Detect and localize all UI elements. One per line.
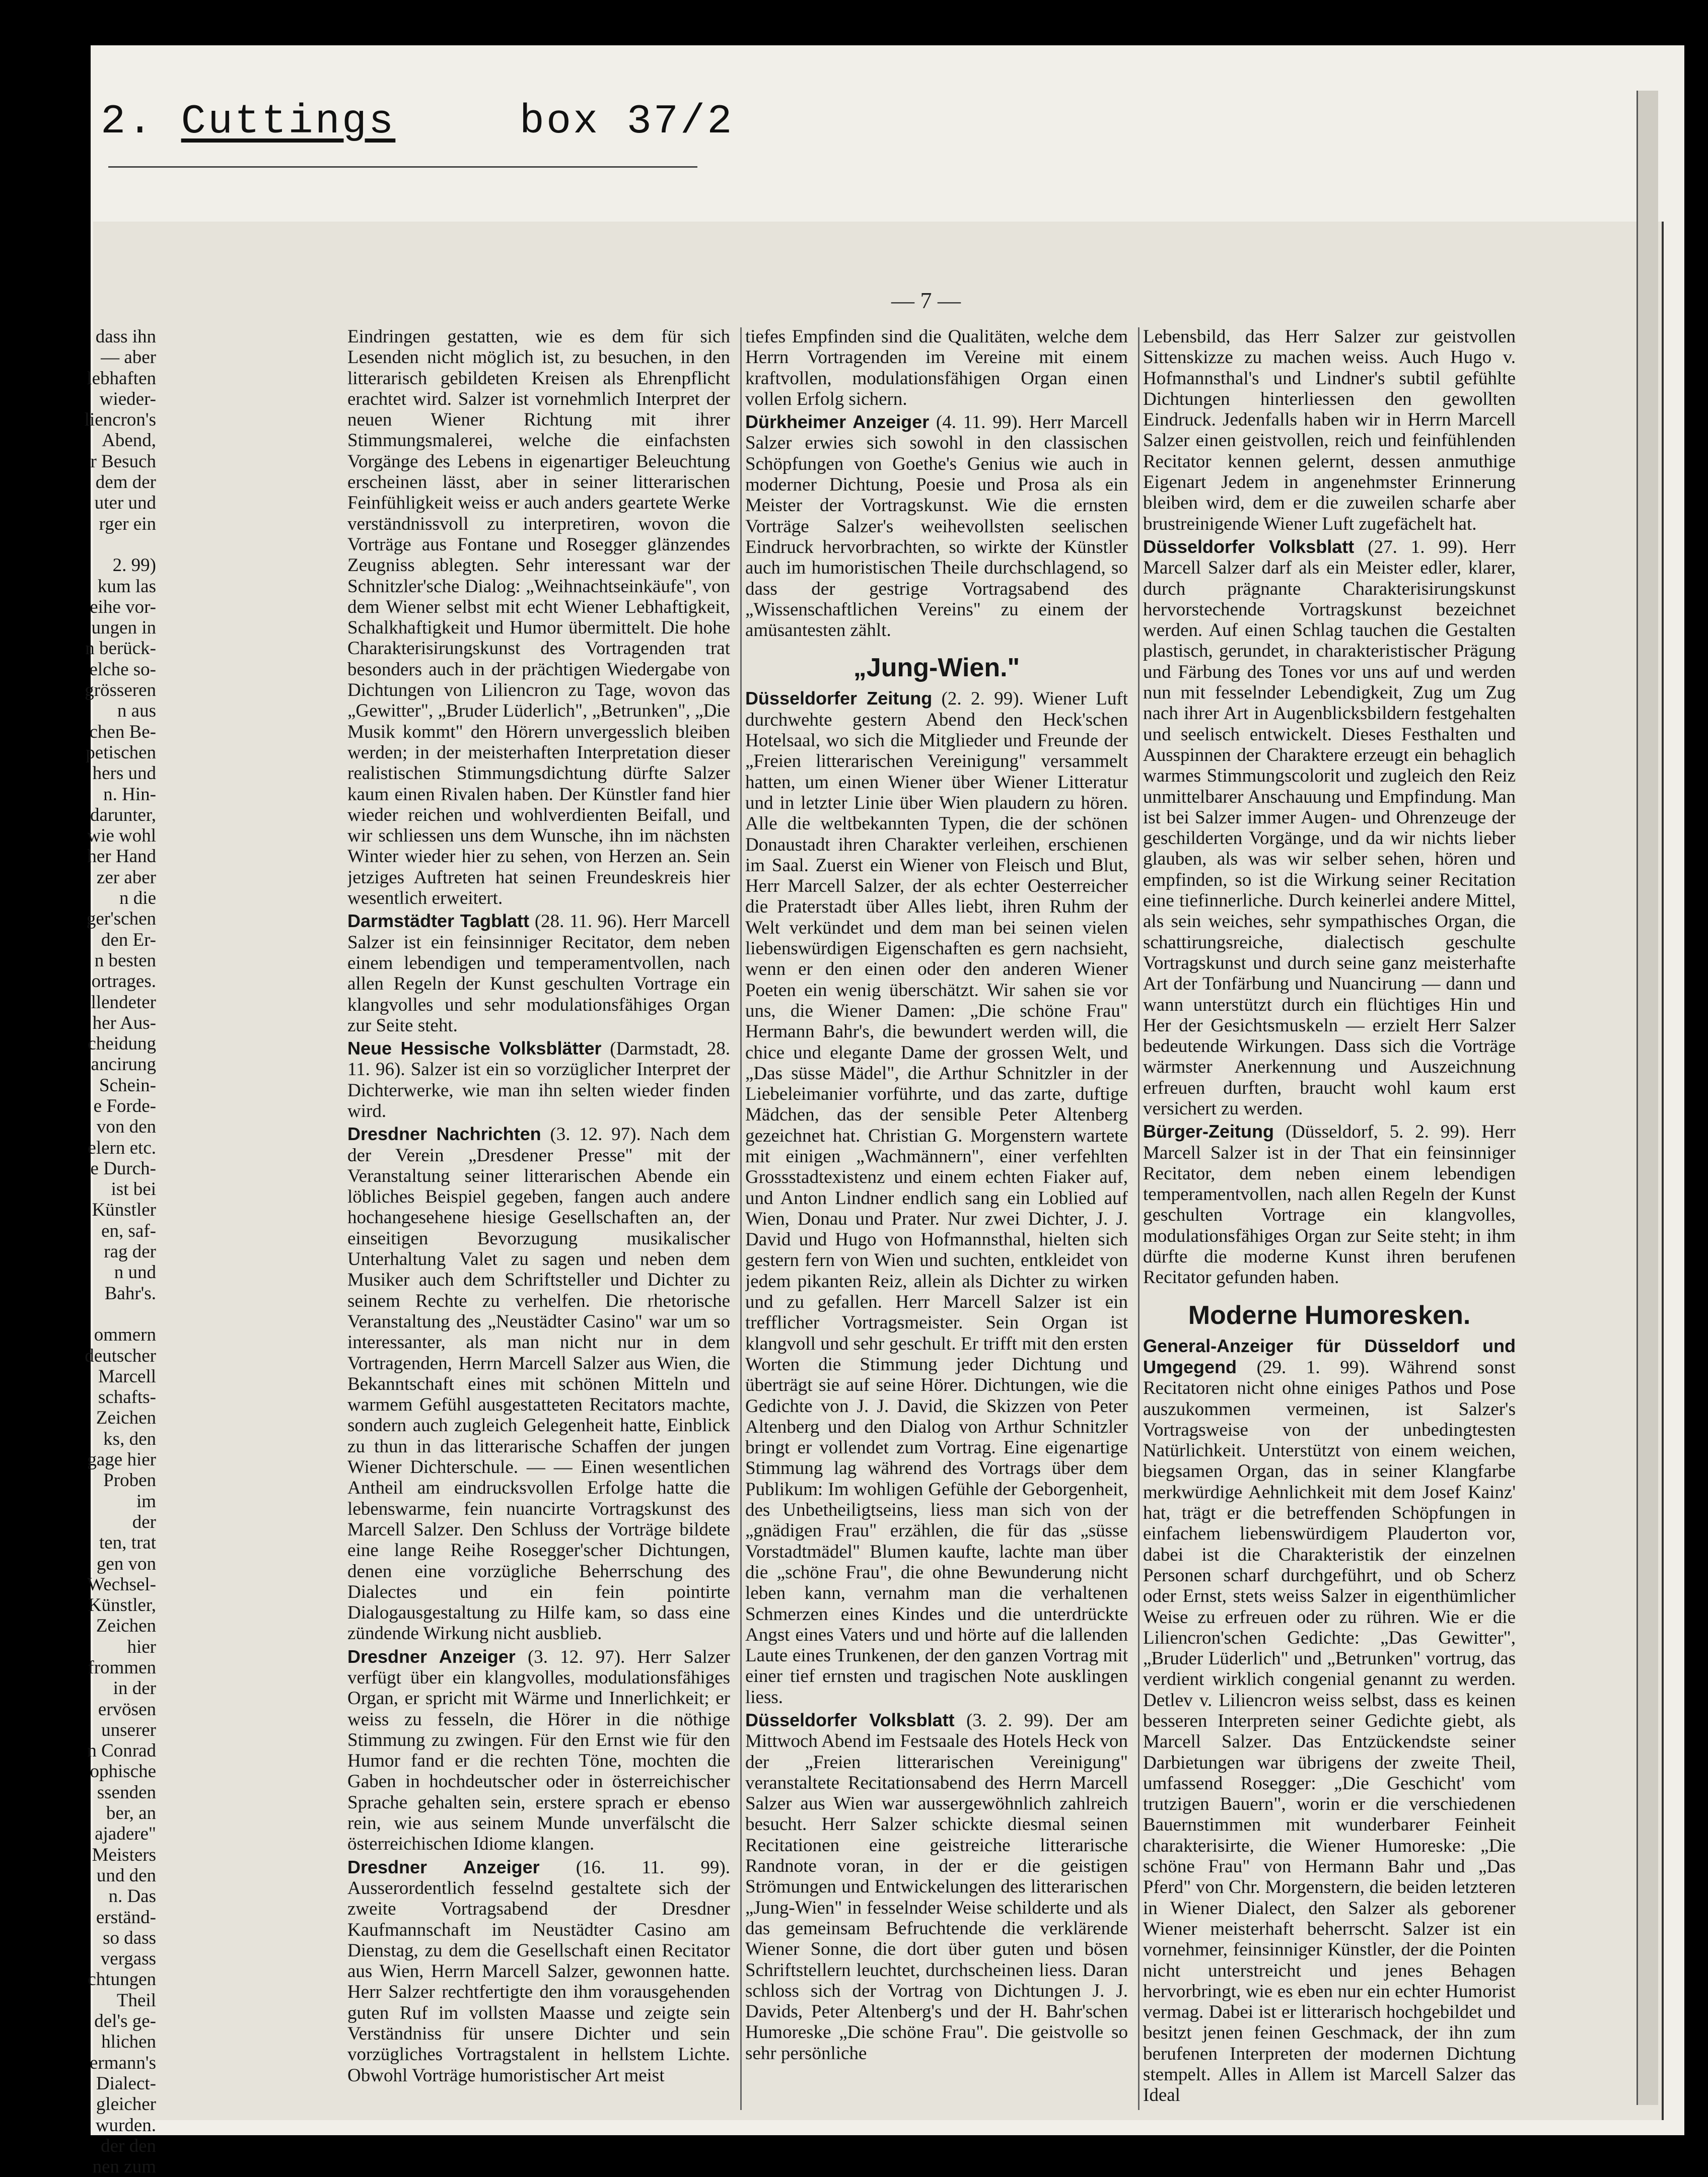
fragment-line: n. Hin- (103, 784, 156, 805)
review (1143, 536, 1516, 1119)
label-underline (108, 166, 697, 168)
fragment-line: ber, an (106, 1803, 156, 1824)
fragment-line: her Hand (87, 846, 156, 867)
review-text: (3. 12. 97). Nach dem der Verein „Dresdener Presse" mit der Veranstaltung seiner litterarischen Abende ein löbliches Beispiel gegeben, fangen auch andere hochangesehene hiesige Gesellschaften an, der einseitigen Bevorzugung musikalischer Unterhaltung Valet zu sagen und neben dem Musiker auch dem Schriftsteller und Dichter zu seinem Rechte zu verhelfen. Die rhetorische Veranstaltung des „Neustädter Casino" war um so interessanter, als man nicht nur in dem Vortragenden, Herrn Marcell Salzer aus Wien, die Bekanntschaft eines mit schönen Mitteln und warmem Gefühl ausgestatteten Recitators machte, sondern auch zugleich Gelegenheit hatte, Einblick zu thun in das litterarische Schaffen der jungen Wiener Dichterschule. — — Einen wesentlichen Antheil am eindrucksvollen Erfolge hatte die lebenswarme, fein nuancirte Vortragskunst des Marcell Salzer. Den Schluss der Vorträge bildete eine lange Reihe Rosegger'scher Dichtungen, denen eine vorzügliche Beherrschung des Dialectes und ein fein pointirte Dialogausgestaltung zu Hilfe kam, so dass eine zündende Wirkung nicht ausblieb. (347, 1124, 730, 1644)
fragment-line: gen von (96, 1553, 156, 1574)
archive-label (101, 98, 734, 145)
fragment-line: dem der (95, 472, 156, 493)
fragment-line: uter und (94, 493, 156, 514)
fragment-line: llendeter (91, 992, 156, 1013)
fragment-line: Künstler, (88, 1595, 156, 1616)
fragment-line: r Besuch (90, 451, 156, 472)
fragment-line: cheidung (88, 1033, 156, 1055)
fragment-line: unserer (101, 1719, 156, 1740)
fragment-line: petischen (86, 742, 156, 763)
fragment-line: n. Das (108, 1886, 156, 1907)
review-text: (Darmstadt, 28. 11. 96). Salzer ist ein so vorzüglicher Interpret der Dichterwerke, wie man ihn selten wieder finden wird. (347, 1038, 730, 1121)
review (745, 688, 1128, 1708)
fragment-line: darunter, (90, 804, 156, 825)
fragment-line: dass ihn (95, 326, 156, 347)
fragment-line: ger'schen (86, 908, 156, 930)
fragment-line: gage hier (87, 1449, 156, 1470)
fragment-line: Zeichen (96, 1616, 156, 1637)
review-text: (4. 11. 99). Herr Marcell Salzer erwies sich sowohl in den classischen Schöpfungen von Goethe's Genius wie auch in moderner Dichtung, Poesie und Prosa als ein Meister der Vortragskunst. Wie die ernsten Vorträge Salzer's weihevollsten seelischen Eindruck hervorbrachten, so wirkte der Künstler auch im humoristischen Theile durchschlagend, so dass der gestrige Vortragsabend des „Wissenschaftlichen Vereins" zu einem der amüsantesten zählt. (745, 412, 1128, 641)
review (1143, 1121, 1516, 1288)
fragment-line: Meisters (92, 1844, 156, 1865)
fragment-line: der (132, 1511, 156, 1532)
fragment-line: rag der (104, 1241, 156, 1262)
review-text: (28. 11. 96). Herr Marcell Salzer ist ein feinsinniger Recitator, dem neben einem lebendigen und temperamentvollen, nach allen Regeln der Kunst geschulten Vortrage ein klangvolles und sehr modulationsfähiges Organ zur Seite steht. (347, 911, 730, 1036)
fragment-line: gleicher (96, 2094, 156, 2115)
fragment-line: n Conrad (87, 1740, 156, 1762)
fragment-line: en, saf- (101, 1220, 156, 1241)
fragment-line: schafts- (98, 1387, 156, 1408)
review-text: (29. 1. 99). Während sonst Recitatoren nicht ohne einiges Pathos und Pose auszukommen vermeinen, ist Salzer's Vortragsweise von der unbedingtesten Natürlichkeit. Unterstützt von einem weichen, biegsamen Organ, das in seiner Klangfarbe merkwürdige Aehnlichkeit mit dem Josef Kainz' hat, trägt er die betreffenden Schöpfungen in einfachem liebenswürdigem Plauderton vor, dabei ist die Charakteristik der einzelnen Personen scharf durchgeführt, und ob Scherz oder Ernst, stets weiss Salzer in eigenthümlicher Weise zu erfreuen oder zu rühren. Wie er die Liliencron'schen Gedichte: „Das Gewitter", „Bruder Lüderlich" und „Betrunken" vortrug, das verdient wirklich congenial genannt zu werden. Detlev v. Liliencron weiss selbst, dass es keinen besseren Interpreten seiner Gedichte giebt, als Marcell Salzer. Das Entzückendste seiner Darbietungen war übrigens der zweite Theil, umfassend Rosegger: „Die Geschicht' vom trutzigen Bauern", worin er die verschiedenen Bauernstimmen mit wunderbarer Feinheit charakterisirte, die Wiener Humoreske: „Die schöne Frau" von Hermann Bahr und „Das Pferd" von Chr. Morgenstern, die beiden letzteren in Wiener Dialect, den Salzer als geborener Wiener meisterhaft beherrscht. Salzer ist ein vornehmer, feinsinniger Künstler, der die Pointen nicht unterstreicht und jenes Behagen hervorbringt, wie es eben nur ein echter Humorist vermag. Dabei ist er litterarisch hochgebildet und besitzt jenen feinen Geschmack, der ihn zum berufenen Interpreten der modernen Dichtung stempelt. Alles in Allem ist Marcell Salzer das Ideal (1143, 1357, 1516, 2106)
review-text: (Düsseldorf, 5. 2. 99). Herr Marcell Salzer ist in der That ein feinsinniger Recitator, dem neben einem lebendigen temperamentvollen, nach allen Regeln der Kunst geschulten Vortrage ein klangvolles, modulationsfähiges Organ zur Seite steht; in ihm dürfte die moderne Kunst ihren berufenen Recitator gefunden haben. (1143, 1121, 1516, 1288)
review-text: (2. 2. 99). Wiener Luft durchwehte gestern Abend den Heck'schen Hotelsaal, wo sich die Mitglieder und Freunde der „Freien litterarischen Vereinigung" versammelt hatten, um einen Wiener über Wiener Litteratur und in letzter Linie über Wien plaudern zu hören. Alle die weltbekannten Typen, die der schönen Donaustadt ihren Charakter verleihen, erschienen im Saal. Zuerst ein Wiener von Fleisch und Blut, Herr Marcell Salzer, der als echter Oesterreicher die Praterstadt über Alles liebt, ihren Ruhm der Welt verkündet und dem man bei seinen vielen liebenswürdigen Eigenschaften es gern nachsieht, wenn er den einen oder den anderen Wiener Poeten ein wenig überschätzt. Wir sahen sie vor uns, die Wiener Damen: „Die schöne Frau" Hermann Bahr's, die bewundert werden will, die chice und elegante Dame der grossen Welt, und „Das süsse Mädel", die Arthur Schnitzler in der Liebeleimanier vorführte, und das zarte, duftige Mädchen, das der sensible Peter Altenberg gezeichnet hat. Christian G. Morgenstern wartete mit einigen „Wachmännern", einer verfehlten Grossstadtexistenz und einem echten Fiaker auf, und Anton Lindner endlich sang ein Loblied auf Wien, Donau und Prater. Nur zwei Dichter, J. J. David und Hugo von Hofmannsthal, hielten sich gestern fern von Wien und suchten, entkleidet von jedem pikanten Reiz, allein als Dichter zu wirken und zu gefallen. Herr Marcell Salzer ist ein trefflicher Vortragsmeister. Sein Organ ist klangvoll und sehr geschult. Er trifft mit den ersten Worten die Stimmung jeder Dichtung und überträgt sie auf seine Hörer. Dichtungen, wie die Gedichte von J. J. David, die Skizzen von Peter Altenberg und den Dialog von Arthur Schnitzler bringt er vollendet zum Vortrag. Eine eigenartige Stimmung lag während des Vortrags über dem Publikum: Im wohligen Gefühle der Geborgenheit, des Unbetheiligtseins, liess man sich von der „gnädigen Frau" erzählen, die für das „süsse Vorstadtmädel" Blumen kaufte, lachte man über die „schöne Frau", die ohne Bewunderung nicht leben kann, vernahm man die verhaltenen Schmerzen eines Kindes und die unterdrückte Angst eines Vaters und und hörte auf die lallenden Laute eines Trunkenen, der den ganzen Vortrag mit einer tief ernsten und tragischen Note ausklingen liess. (745, 688, 1128, 1708)
fragment-line: n und (114, 1262, 156, 1283)
review-text: (16. 11. 99). Ausserordentlich fesselnd gestaltete sich der zweite Vortragsabend der Dresdner Kaufmannschaft im Neustädter Casino am Dienstag, zu dem die Gesellschaft einen Recitator aus Wien, Herrn Marcell Salzer, gewonnen hatte. Herr Salzer rechtfertigte den ihm vorausgehenden guten Ruf im vollsten Maasse und zeigte sein Verständniss für unsere Dichter und sein vorzügliches Vortragstalent in hellstem Lichte. Obwohl Vorträge humoristischer Art meist (347, 1857, 730, 2086)
source-name: Dresdner Anzeiger (347, 1856, 540, 1877)
fragment-line: n besten (94, 950, 156, 971)
review (347, 1123, 730, 1644)
fragment-line: ten, trat (99, 1532, 156, 1554)
section-heading: „Jung-Wien." (853, 653, 1020, 683)
fragment-line: eihe vor- (90, 596, 156, 617)
review (745, 411, 1128, 641)
fragment-line: del's ge- (94, 2011, 156, 2032)
column-1 (347, 326, 730, 2114)
fragment-line: deutscher (85, 1345, 156, 1366)
fragment-line: Wechsel- (87, 1574, 156, 1595)
fragment-line: wurden. (95, 2115, 156, 2136)
review (347, 1038, 730, 1121)
fragment-line: n die (119, 888, 156, 909)
column-rule (740, 327, 742, 2110)
fragment-line: her Aus- (92, 1012, 156, 1033)
review (347, 1857, 730, 2086)
fragment-line: zer aber (96, 867, 156, 888)
fragment-line: ajadere" (95, 1823, 156, 1845)
fragment-line: ophische (90, 1761, 156, 1782)
fragment-line: hers und (92, 763, 156, 784)
fragment-line: Proben (103, 1470, 156, 1491)
fragment-line: lebhaften (87, 368, 156, 389)
fragment-line: hlichen (101, 2031, 156, 2053)
fragment-line: den Er- (101, 929, 156, 950)
fragment-line: Zeichen (96, 1408, 156, 1429)
column-rule (1138, 327, 1140, 2110)
paragraph: Eindringen gestatten, wie es dem für sich Lesenden nicht möglich ist, zu besuchen, in den litterarisch gebildeten Kreisen als Ehrenpflicht erachtet wird. Salzer ist vornehmlich Interpret der neuen Wiener Richtung mit ihrer Stimmungsmalerei, welche die einfachsten Vorgänge des Lebens in eigenartiger Beleuchtung erscheinen lässt, aber in seiner litterarischen Feinfühligkeit weiss er auch anders geartete Werke verständnissvoll zu interpretiren, wovon die Vorträge aus Fontane und Rosegger glänzendes Zeugniss ablegten. Sehr interessant war der Schnitzler'sche Dialog: „Weihnachtseinkäufe", von dem Wiener selbst mit echt Wiener Lebhaftigkeit, Schalkhaftigkeit und Humor übermittelt. Die hohe Charakterisirungskunst des Vortragenden trat besonders auch in der prächtigen Wiedergabe von Dichtungen von Liliencron zu Tage, wovon das „Gewitter", „Bruder Lüderlich", „Betrunken", „Die Musik kommt" den Hörern unvergesslich bleiben werden; in der meisterhaften Interpretation dieser realistischen Stimmungsdichtung dürfte Salzer kaum einen Rivalen haben. Der Künstler fand hier wieder reichen und wohlverdienten Beifall, und wir schliessen uns dem Wunsche, ihn im nächsten Winter wieder hier zu sehen, von Herzen an. Sein jetziges Auftreten hat seinen Freundeskreis hier wesentlich erweitert. (347, 326, 730, 909)
source-name: Düsseldorfer Zeitung (745, 688, 933, 709)
fragment-line: chtungen (88, 1969, 156, 1990)
fragment-line: n berück- (85, 638, 156, 659)
fragment-line: so dass (103, 1927, 156, 1948)
fragment-line (76, 534, 156, 555)
fragment-line: wie wohl (87, 825, 156, 847)
fragment-line: grösseren (85, 680, 156, 701)
left-fragment-column (76, 326, 156, 2177)
fragment-line: e Durch- (90, 1158, 156, 1179)
source-name: Dresdner Anzeiger (347, 1646, 516, 1667)
fragment-line: nen zum (92, 2156, 156, 2177)
fragment-line: vergass (100, 1948, 156, 1970)
label-number: 2. (101, 98, 155, 145)
fragment-line: elche so- (89, 659, 156, 680)
column-3 (1143, 326, 1516, 2114)
fragment-line: Theil (116, 1990, 156, 2011)
fragment-line: ortrages. (91, 971, 156, 992)
review-text: (3. 12. 97). Herr Salzer verfügt über ein klangvolles, modulationsfähiges Organ, er spricht mit Wärme und Innerlichkeit; er weiss zu fesseln, die Hörer in die nöthige Stimmung zu zwingen. Für den Ernst wie für den Humor fand er die rechten Töne, mochten die Gaben in hochdeutscher oder in österreichischer Sprache gehalten sein, erstere sprach er ebenso rein, wie aus seinem Munde unverfälscht die österreichischen Idiome klangen. (347, 1646, 730, 1855)
sheet-edge (1636, 91, 1658, 2105)
fragment-line (76, 1304, 156, 1324)
fragment-line: ssenden (97, 1782, 156, 1803)
source-name: General-Anzeiger für Düsseldorf und Umgegend (1143, 1335, 1516, 1377)
fragment-line: erständ- (96, 1907, 156, 1928)
fragment-line: von den (96, 1116, 156, 1138)
fragment-line: liencron's (84, 409, 156, 431)
source-name: Neue Hessische Volksblätter (347, 1038, 602, 1059)
page-number: — 7 — (891, 288, 961, 313)
review (347, 1646, 730, 1855)
fragment-line: Marcell (98, 1366, 156, 1387)
fragment-line: wieder- (99, 388, 156, 409)
source-name: Dresdner Nachrichten (347, 1123, 541, 1145)
review-text: (3. 2. 99). Der am Mittwoch Abend im Festsaale des Hotels Heck von der „Freien litterarischen Vereinigung" veranstaltete Recitationsabend des Herrn Marcell Salzer aus Wien war aussergewöhnlich zahlreich besucht. Herr Salzer schickte diesmal seinen Recitationen eine geistreiche litterarische Randnote voran, in der er die geistigen Strömungen und Entwickelungen des litterarischen „Jung-Wien" in fesselnder Weise schilderte und als das gemeinsam Befruchtende die verklärende Wiener Sonne, die dort über guten und bösen Schriftstellern leuchtet, durchscheinen liess. Daran schloss sich der Vortrag von Dichtungen J. J. Davids, Peter Altenberg's und der H. Bahr'schen Humoreske „Die schöne Frau". Die geistvolle so sehr persönliche (745, 1710, 1128, 2064)
fragment-line: ermann's (89, 2052, 156, 2073)
fragment-line: Künstler (92, 1200, 156, 1221)
fragment-line: elern etc. (88, 1137, 156, 1158)
source-name: Düsseldorfer Volksblatt (745, 1710, 955, 1730)
fragment-line: kum las (97, 576, 156, 597)
label-box: box 37/2 (519, 98, 734, 145)
fragment-line: hier (127, 1636, 156, 1657)
fragment-line: 2. 99) (112, 555, 156, 576)
review (745, 1710, 1128, 2064)
fragment-line: ervösen (98, 1699, 156, 1720)
paragraph: tiefes Empfinden sind die Qualitäten, welche dem Herrn Vortragenden im Vereine mit einem kraftvollen, modulationsfähigen Organ einen vollen Erfolg sichern. (745, 326, 1128, 409)
fragment-line: n aus (117, 700, 156, 722)
paragraph: Lebensbild, das Herr Salzer zur geistvollen Sittenskizze zu machen weiss. Auch Hugo v. Hofmannsthal's und Lindner's subtil gefühlte Dichtungen hinterliessen den gewollten Eindruck. Jedenfalls haben wir in Herrn Marcell Salzer einen geistvollen, reich und feinfühlenden Recitator kennen gelernt, dessen anmuthige Eigenart Jedem in angenehmster Erinnerung bleiben wird, dem er die zuweilen scharfe aber brustreinigende Wiener Luft zugefächelt hat. (1143, 326, 1516, 534)
fragment-line: in der (113, 1678, 156, 1699)
fragment-line: chen Be- (89, 721, 156, 742)
fragment-line: ommern (94, 1324, 156, 1346)
section-heading: Moderne Humoresken. (1188, 1300, 1471, 1330)
source-name: Bürger-Zeitung (1143, 1121, 1274, 1142)
review-text: (27. 1. 99). Herr Marcell Salzer darf als ein Meister edler, klarer, durch prägnante Charakterisirungskunst hervorstechende Vortragskunst bezeichnet werden. Auf einen Schlag tauchen die Gestalten plastisch, gerundet, in charakteristischer Prägung und Färbung des Tones vor uns auf und werden nun mit fesselnder Lebendigkeit, Zug um Zug nach ihrer Art in Augenblicksbildern festgehalten und seelisch entwickelt. Dieses Festhalten und Ausspinnen der Charaktere erzeugt ein behaglich warmes Stimmungscolorit und zugleich den Reiz unmittelbarer Anschauung und Empfindung. Man ist bei Salzer immer Augen- und Ohrenzeuge der geschilderten Vorgänge, und da wir nichts lieber glauben, als was wir selber sehen, hören und empfinden, so ist die Wirkung seiner Recitation eine tiefinnerliche. Durch keinerlei andere Mittel, als sein weiches, sehr sympathisches Organ, die schattirungsreiche, dialectisch geschulte Vortragskunst und durch seine ganz meisterhafte Art der Tonfärbung und Nuancirung — dann und wann unterstützt durch ein flüchtiges Hin und Her der Gesichtsmuskeln — erzielt Herr Salzer bedeutende Wirkungen. Dass sich die Vorträge wärmster Anerkennung und Auszeichnung erfreuen durften, braucht wohl kaum erst versichert zu werden. (1143, 536, 1516, 1119)
fragment-line: ancirung (91, 1054, 156, 1075)
label-cuttings: Cuttings (181, 98, 396, 145)
fragment-line: — aber (101, 347, 156, 368)
fragment-line: rger ein (99, 513, 156, 534)
fragment-line: Bahr's. (104, 1283, 156, 1304)
fragment-line: der den (101, 2135, 156, 2156)
source-name: Darmstädter Tagblatt (347, 910, 529, 932)
fragment-line: Dialect- (96, 2073, 156, 2094)
column-2 (745, 326, 1128, 2114)
source-name: Düsseldorfer Volksblatt (1143, 536, 1355, 557)
fragment-line: Abend, (102, 430, 156, 451)
fragment-line: frommen (88, 1657, 156, 1678)
review (1143, 1336, 1516, 2106)
fragment-line: Schein- (99, 1075, 156, 1096)
fragment-line: und den (96, 1865, 156, 1886)
review (347, 910, 730, 1036)
fragment-line: e Forde- (93, 1095, 156, 1116)
fragment-line: ks, den (103, 1428, 156, 1449)
source-name: Dürkheimer Anzeiger (745, 411, 930, 433)
fragment-line: ist bei (111, 1179, 156, 1200)
fragment-line: ungen in (91, 617, 156, 639)
fragment-line: im (136, 1491, 156, 1512)
